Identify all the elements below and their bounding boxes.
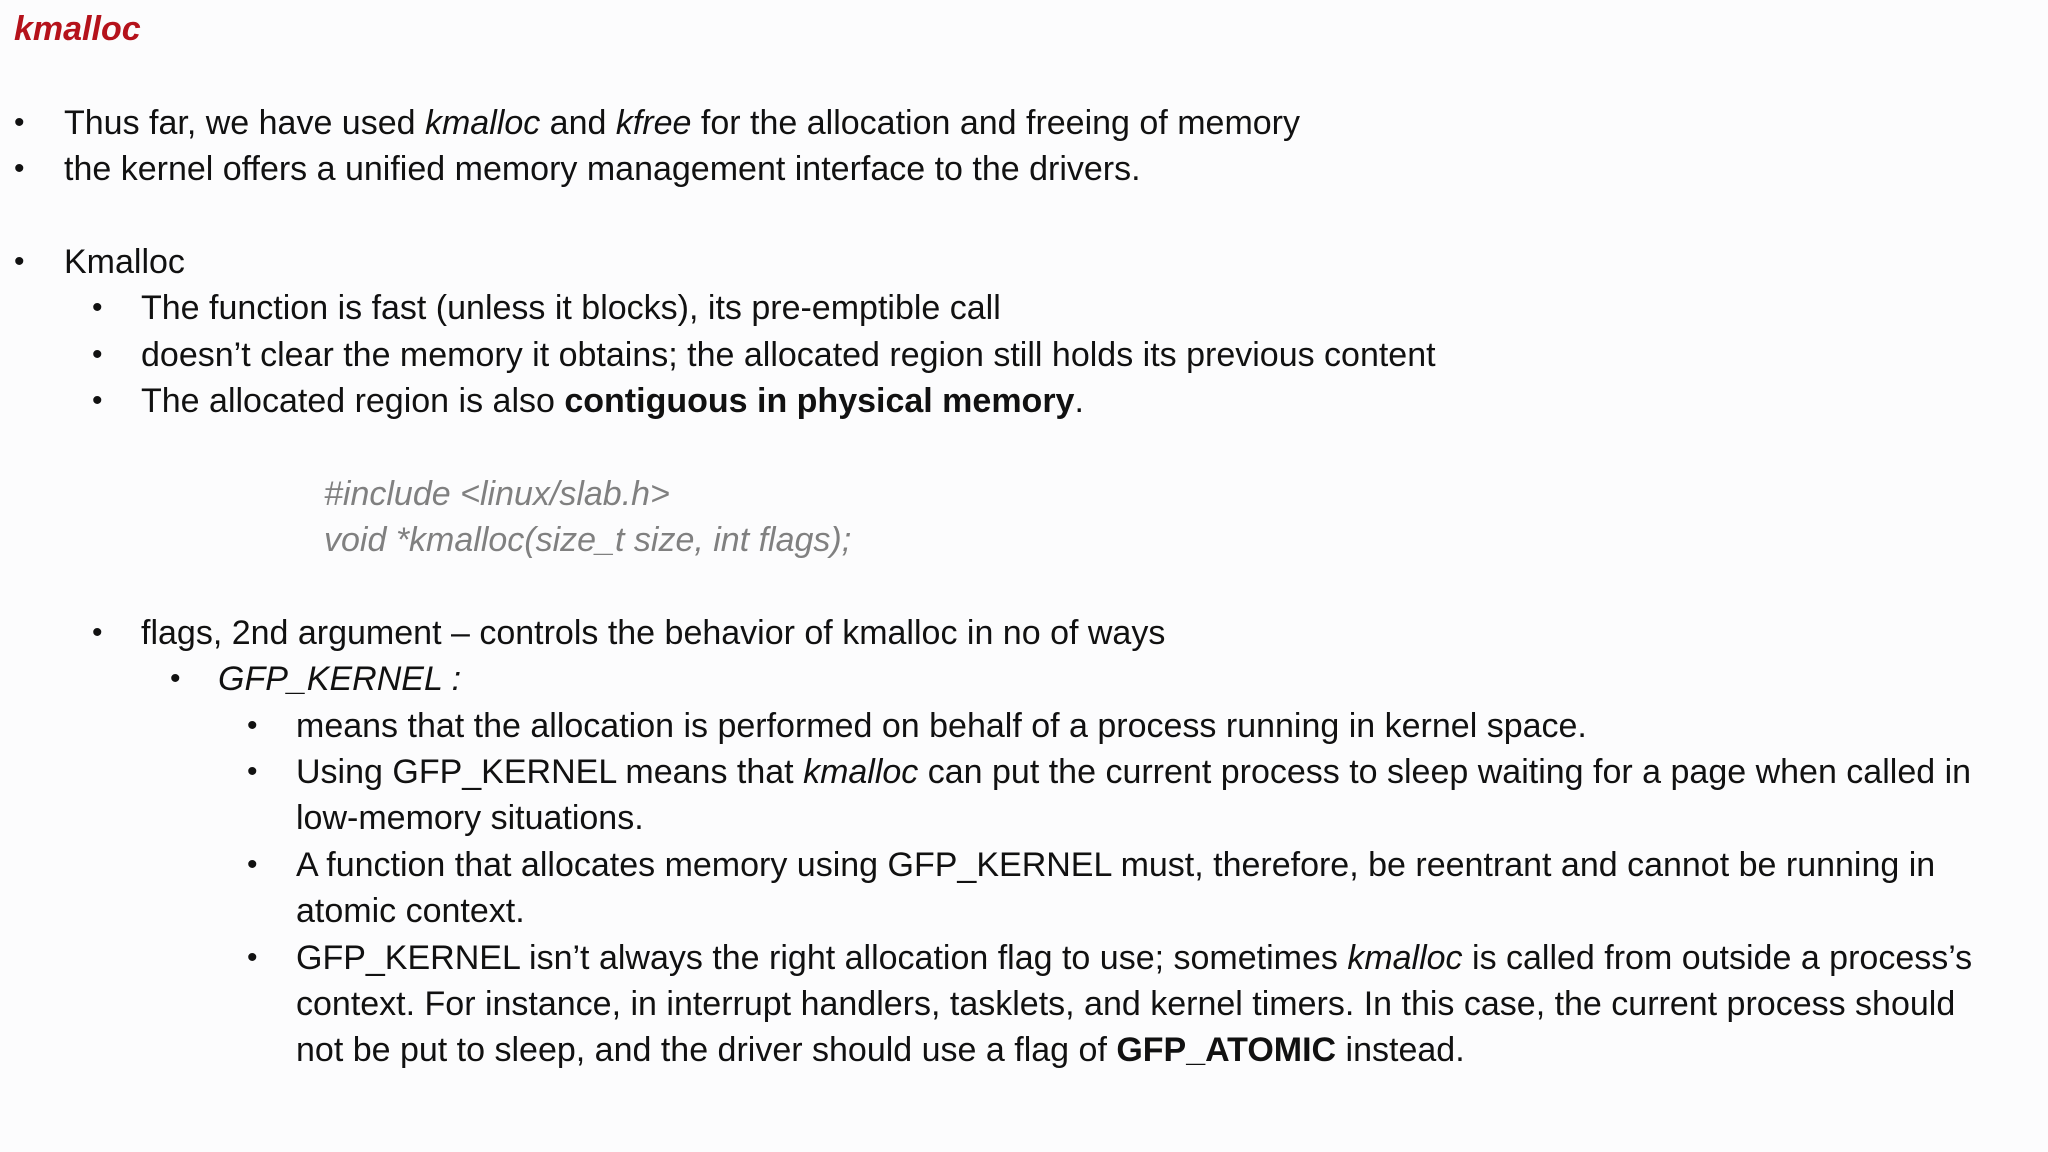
- slide-title: kmalloc: [14, 10, 141, 48]
- bullet-text: Using GFP_KERNEL means that kmalloc can put the current process to sleep waiting for a page when called in: [296, 753, 1972, 791]
- code-line: #include <linux/slab.h>: [324, 475, 670, 513]
- bullet-icon: •: [247, 941, 258, 974]
- bullet-text: the kernel offers a unified memory management interface to the drivers.: [64, 150, 1141, 188]
- bullet-text: A function that allocates memory using GFP_KERNEL must, therefore, be reentrant and cannot be running in: [296, 846, 1936, 884]
- bullet-icon: •: [92, 616, 103, 649]
- bullet-text: flags, 2nd argument – controls the behavior of kmalloc in no of ways: [141, 614, 1166, 652]
- bullet-text-continued: atomic context.: [296, 892, 525, 930]
- bullet-icon: •: [14, 245, 25, 278]
- bullet-text: doesn’t clear the memory it obtains; the allocated region still holds its previous content: [141, 336, 1436, 374]
- bullet-text-continued: context. For instance, in interrupt handlers, tasklets, and kernel timers. In this case, the current process should: [296, 985, 1956, 1023]
- bullet-icon: •: [170, 662, 181, 695]
- bullet-text: Kmalloc: [64, 243, 185, 281]
- code-line: void *kmalloc(size_t size, int flags);: [324, 521, 852, 559]
- bullet-text: The allocated region is also contiguous in physical memory.: [141, 382, 1084, 420]
- bullet-icon: •: [92, 338, 103, 371]
- bullet-text: The function is fast (unless it blocks), its pre-emptible call: [141, 289, 1001, 327]
- bullet-text-continued: low-memory situations.: [296, 799, 644, 837]
- bullet-icon: •: [247, 755, 258, 788]
- bullet-text: means that the allocation is performed on behalf of a process running in kernel space.: [296, 707, 1587, 745]
- bullet-text: GFP_KERNEL isn’t always the right allocation flag to use; sometimes kmalloc is called from outside a process’s: [296, 939, 1973, 977]
- bullet-icon: •: [92, 291, 103, 324]
- bullet-text: Thus far, we have used kmalloc and kfree for the allocation and freeing of memory: [64, 104, 1300, 142]
- bullet-text-continued: not be put to sleep, and the driver should use a flag of GFP_ATOMIC instead.: [296, 1031, 1465, 1069]
- bullet-icon: •: [247, 709, 258, 742]
- bullet-icon: •: [92, 384, 103, 417]
- bullet-icon: •: [14, 152, 25, 185]
- bullet-icon: •: [247, 848, 258, 881]
- bullet-text: GFP_KERNEL :: [218, 660, 462, 698]
- bullet-icon: •: [14, 106, 25, 139]
